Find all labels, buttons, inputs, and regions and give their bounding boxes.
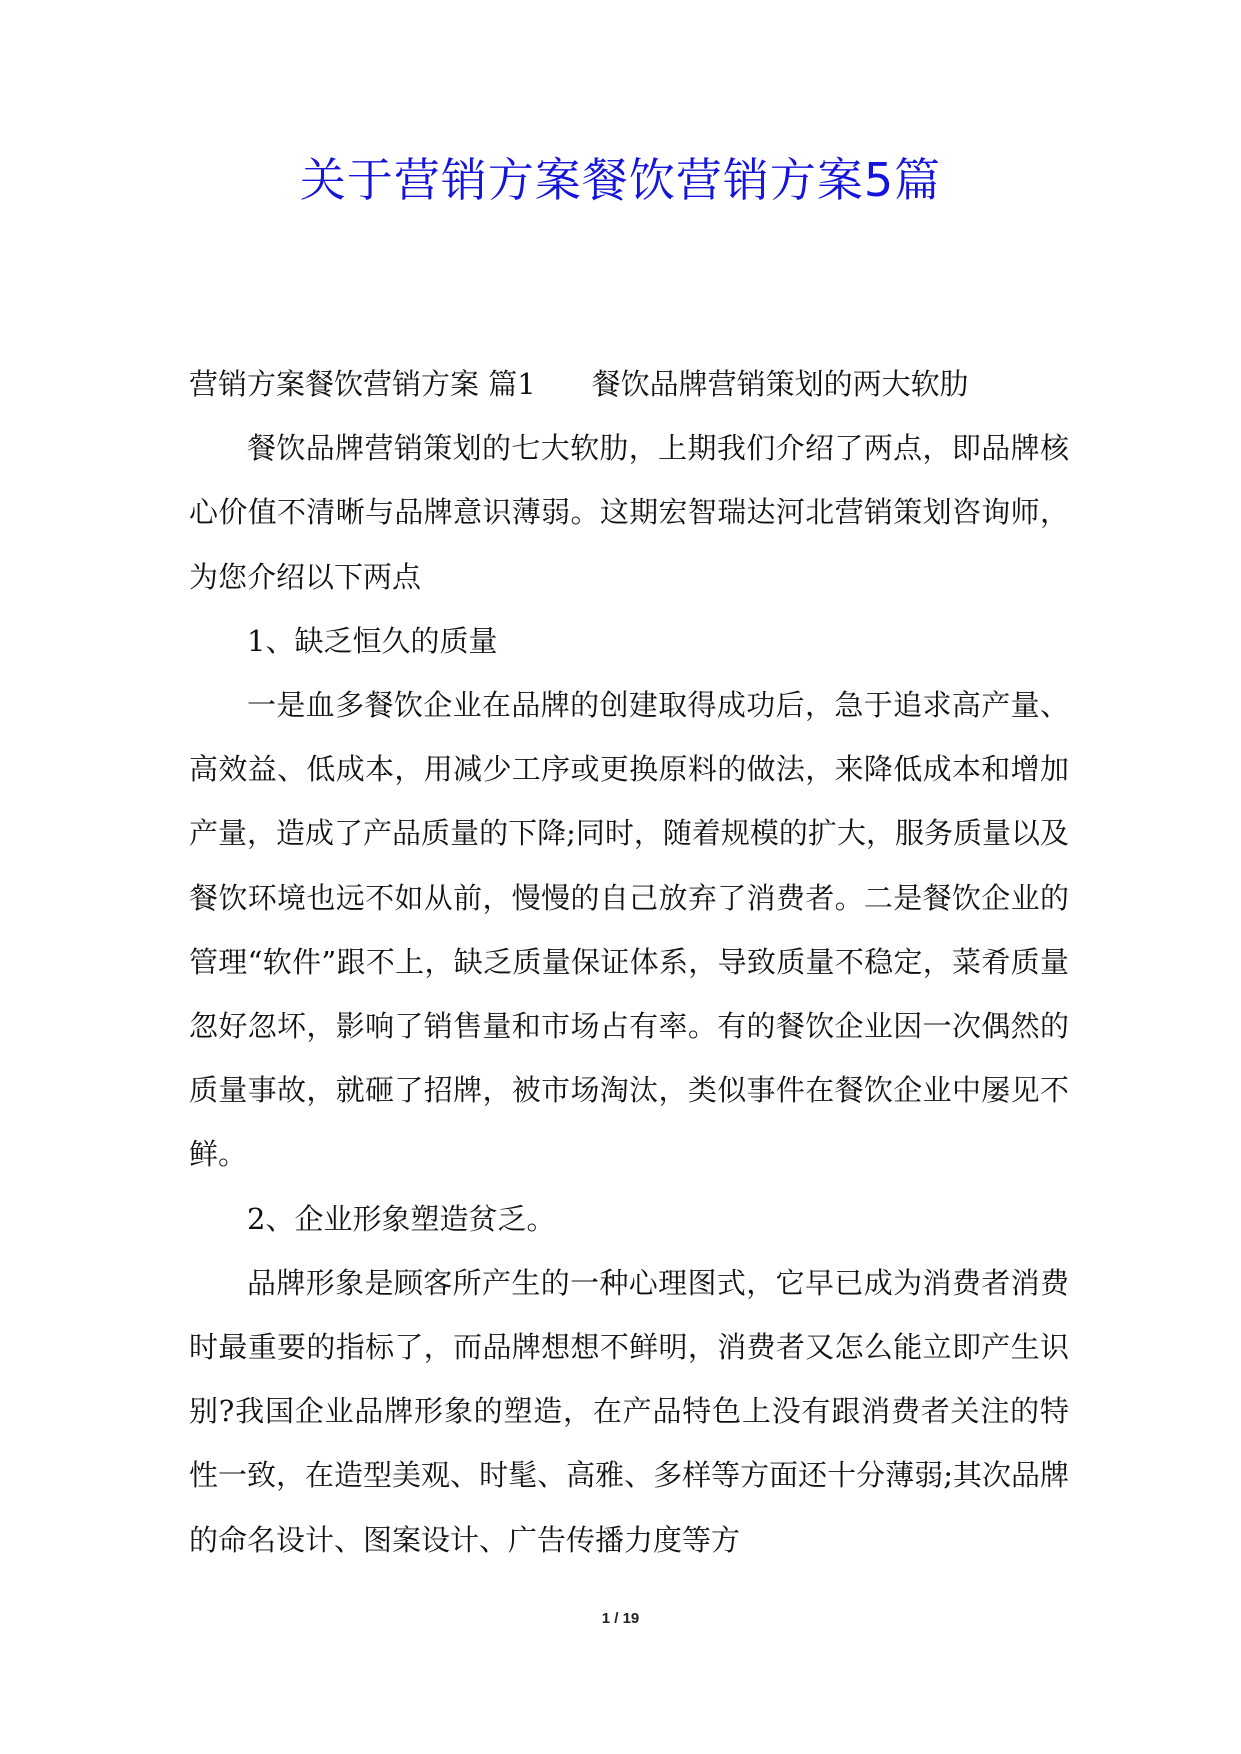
section-heading: 营销方案餐饮营销方案 篇1 — [189, 367, 536, 401]
section-subheading: 餐饮品牌营销策划的两大软肋 — [591, 367, 969, 401]
document-title: 关于营销方案餐饮营销方案5篇 — [299, 153, 942, 207]
page-number: 1 / 19 — [601, 1610, 640, 1627]
paragraph-image: 品牌形象是顾客所产生的一种心理图式，它早已成为消费者消费时最重要的指标了，而品牌想想不鲜明，消费者又怎么能立即产生识别?我国企业品牌形象的塑造，在产品特色上没有跟消费者关注的特性一致，在造型美观、时髦、高雅、多样等方面还十分薄弱;其次品牌的命名设计、图案设计、广告传播力度等方 — [189, 1265, 1069, 1557]
document-body — [189, 352, 1069, 1572]
paragraph-quality: 一是血多餐饮企业在品牌的创建取得成功后，急于追求高产量、高效益、低成本，用减少工序或更换原料的做法，来降低成本和增加产量，造成了产品质量的下降;同时，随着规模的扩大，服务质量以及餐饮环境也远不如从前，慢慢的自己放弃了消费者。二是餐饮企业的管理“软件”跟不上，缺乏质量保证体系，导致质量不稳定，菜肴质量忽好忽坏，影响了销售量和市场占有率。有的餐饮企业因一次偶然的质量事故，就砸了招牌，被市场淘汰，类似事件在餐饮企业中屡见不鲜。 — [189, 688, 1069, 1172]
point-heading-1: 1、缺乏恒久的质量 — [247, 623, 498, 658]
point-heading-2: 2、企业形象塑造贫乏。 — [247, 1201, 556, 1236]
paragraph-intro: 餐饮品牌营销策划的七大软肋，上期我们介绍了两点，即品牌核心价值不清晰与品牌意识薄弱。这期宏智瑞达河北营销策划咨询师，为您介绍以下两点 — [189, 431, 1069, 594]
section-heading-line — [189, 352, 1069, 416]
